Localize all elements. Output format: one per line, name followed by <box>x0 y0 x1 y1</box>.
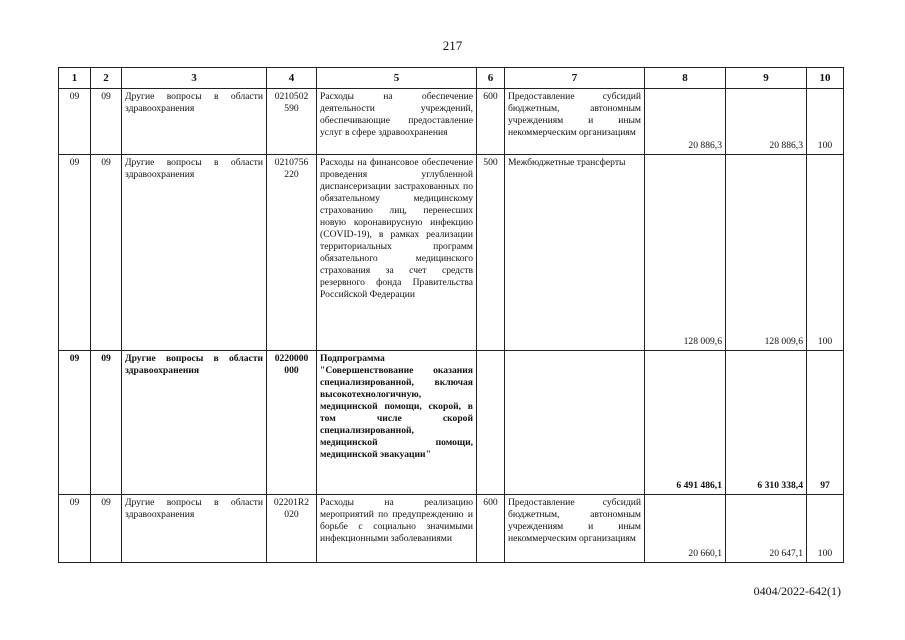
target-article-code: 0210756 220 <box>267 155 317 351</box>
header-cell: 4 <box>267 68 317 89</box>
expense-type-name: Предоставление субсидий бюджетным, автономным учреждениям и иным некоммерческим организациям <box>505 495 645 563</box>
planned-amount: 128 009,6 <box>645 155 726 351</box>
section-name: Другие вопросы в области здравоохранения <box>122 89 267 155</box>
execution-percent: 97 <box>807 351 844 495</box>
target-article-code: 02201R2 020 <box>267 495 317 563</box>
header-cell: 1 <box>59 68 91 89</box>
header-cell: 10 <box>807 68 844 89</box>
header-cell: 6 <box>477 68 505 89</box>
section-code: 09 <box>59 89 91 155</box>
header-cell: 3 <box>122 68 267 89</box>
target-article-code: 0210502 590 <box>267 89 317 155</box>
section-name: Другие вопросы в области здравоохранения <box>122 155 267 351</box>
section-code: 09 <box>59 351 91 495</box>
table-row <box>59 495 844 563</box>
header-cell: 5 <box>317 68 477 89</box>
planned-amount: 20 886,3 <box>645 89 726 155</box>
expense-description: Расходы на реализацию мероприятий по предупреждению и борьбе с социально значимыми инфекционными заболеваниями <box>317 495 477 563</box>
execution-percent: 100 <box>807 89 844 155</box>
expense-type-code <box>477 351 505 495</box>
page-number: 217 <box>442 38 463 53</box>
budget-table <box>58 67 844 563</box>
subsection-code: 09 <box>91 495 122 563</box>
header-cell: 2 <box>91 68 122 89</box>
expense-description: Расходы на финансовое обеспечение проведения углубленной диспансеризации застрахованных по обязательному медицинскому страхованию лиц, перенесших новую коронавирусную инфекцию (COVID-19), в рамках реализации территориальных программ обязательного медицинского страхования за счет средств резервного фонда Правительства Российской Федерации <box>317 155 477 351</box>
section-code: 09 <box>59 155 91 351</box>
subsection-code: 09 <box>91 155 122 351</box>
header-cell: 8 <box>645 68 726 89</box>
header-cell: 9 <box>726 68 807 89</box>
actual-amount: 6 310 338,4 <box>726 351 807 495</box>
expense-type-name: Межбюджетные трансферты <box>505 155 645 351</box>
document-code: 0404/2022-642(1) <box>753 584 841 598</box>
actual-amount: 128 009,6 <box>726 155 807 351</box>
execution-percent: 100 <box>807 155 844 351</box>
header-cell: 7 <box>505 68 645 89</box>
planned-amount: 6 491 486,1 <box>645 351 726 495</box>
expense-type-code: 500 <box>477 155 505 351</box>
actual-amount: 20 886,3 <box>726 89 807 155</box>
expense-type-name: Предоставление субсидий бюджетным, автономным учреждениям и иным некоммерческим организациям <box>505 89 645 155</box>
target-article-code: 0220000 000 <box>267 351 317 495</box>
expense-type-code: 600 <box>477 89 505 155</box>
subsection-code: 09 <box>91 351 122 495</box>
execution-percent: 100 <box>807 495 844 563</box>
table-header-row <box>59 68 844 89</box>
table-row <box>59 89 844 155</box>
expense-description: Расходы на обеспечение деятельности учреждений, обеспечивающие предоставление услуг в сфере здравоохранения <box>317 89 477 155</box>
subsection-code: 09 <box>91 89 122 155</box>
planned-amount: 20 660,1 <box>645 495 726 563</box>
expense-type-name <box>505 351 645 495</box>
section-code: 09 <box>59 495 91 563</box>
table-row <box>59 155 844 351</box>
section-name: Другие вопросы в области здравоохранения <box>122 495 267 563</box>
expense-description: Подпрограмма "Совершенствование оказания специализированной, включая высокотехнологичную, медицинской помощи, скорой, в том числе скорой специализированной, медицинской помощи, медицинской эвакуации" <box>317 351 477 495</box>
expense-type-code: 600 <box>477 495 505 563</box>
section-name: Другие вопросы в области здравоохранения <box>122 351 267 495</box>
table-row <box>59 351 844 495</box>
actual-amount: 20 647,1 <box>726 495 807 563</box>
